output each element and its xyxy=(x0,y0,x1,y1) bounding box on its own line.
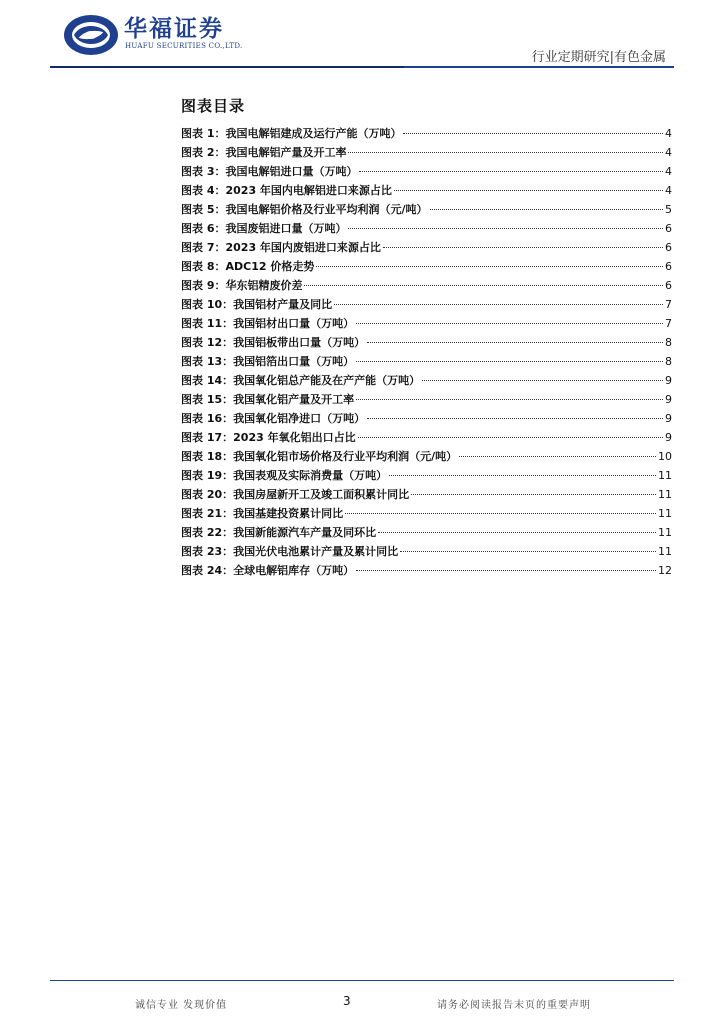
toc-entry[interactable] xyxy=(181,409,672,428)
toc-leader-dots xyxy=(400,551,656,552)
toc-leader-dots xyxy=(389,475,656,476)
toc-entry-page: 9 xyxy=(665,393,672,406)
toc-entry-label: 图表 16：我国氧化铝净进口（万吨） xyxy=(181,412,366,425)
toc-entry-label: 图表 17：2023 年氧化铝出口占比 xyxy=(181,431,356,444)
toc-entry-page: 4 xyxy=(665,165,672,178)
report-type: 行业定期研究|有色金属 xyxy=(531,50,666,65)
toc-leader-dots xyxy=(394,190,663,191)
toc-leader-dots xyxy=(334,304,663,305)
toc-leader-dots xyxy=(411,494,656,495)
toc-leader-dots xyxy=(403,133,663,134)
toc-leader-dots xyxy=(356,323,663,324)
toc-entry[interactable] xyxy=(181,371,672,390)
toc-entry[interactable] xyxy=(181,333,672,352)
toc-entry-label: 图表 15：我国氧化铝产量及开工率 xyxy=(181,393,355,406)
toc-entry-label: 图表 13：我国铝箔出口量（万吨） xyxy=(181,355,355,368)
toc-entry[interactable] xyxy=(181,124,672,143)
toc-entry-label: 图表 21：我国基建投资累计同比 xyxy=(181,507,344,520)
toc-entry-page: 11 xyxy=(658,545,672,558)
toc-entry[interactable] xyxy=(181,276,672,295)
toc-leader-dots xyxy=(356,570,656,571)
toc-entry-page: 7 xyxy=(665,317,672,330)
toc-entry[interactable] xyxy=(181,447,672,466)
toc-entry[interactable] xyxy=(181,542,672,561)
toc-entry[interactable] xyxy=(181,295,672,314)
toc-leader-dots xyxy=(356,399,663,400)
toc-leader-dots xyxy=(383,247,663,248)
toc-entry[interactable] xyxy=(181,314,672,333)
toc-entry-label: 图表 1：我国电解铝建成及运行产能（万吨） xyxy=(181,127,402,140)
toc-leader-dots xyxy=(459,456,656,457)
toc-leader-dots xyxy=(367,418,663,419)
toc-entry-page: 5 xyxy=(665,203,672,216)
toc-entry-page: 6 xyxy=(665,279,672,292)
toc-leader-dots xyxy=(430,209,664,210)
toc-leader-dots xyxy=(359,171,663,172)
toc-leader-dots xyxy=(304,285,663,286)
toc-entry-page: 11 xyxy=(658,526,672,539)
toc-leader-dots xyxy=(358,437,663,438)
toc-list xyxy=(181,124,672,580)
toc-leader-dots xyxy=(348,228,663,229)
page-number: 3 xyxy=(343,994,351,1008)
toc-entry-label: 图表 22：我国新能源汽车产量及同环比 xyxy=(181,526,377,539)
toc-entry-label: 图表 8：ADC12 价格走势 xyxy=(181,260,315,273)
toc-entry-label: 图表 23：我国光伏电池累计产量及累计同比 xyxy=(181,545,399,558)
toc-leader-dots xyxy=(378,532,656,533)
toc-entry-page: 8 xyxy=(665,336,672,349)
toc-entry-page: 4 xyxy=(665,146,672,159)
toc-entry[interactable] xyxy=(181,466,672,485)
toc-entry[interactable] xyxy=(181,428,672,447)
toc-entry-label: 图表 19：我国表观及实际消费量（万吨） xyxy=(181,469,388,482)
toc-entry-page: 10 xyxy=(658,450,672,463)
toc-entry-page: 4 xyxy=(665,127,672,140)
toc-entry[interactable] xyxy=(181,162,672,181)
toc-entry[interactable] xyxy=(181,219,672,238)
toc-leader-dots xyxy=(356,361,663,362)
toc-entry[interactable] xyxy=(181,200,672,219)
toc-entry-label: 图表 5：我国电解铝价格及行业平均利润（元/吨） xyxy=(181,203,428,216)
toc-entry-page: 11 xyxy=(658,507,672,520)
toc-entry-page: 12 xyxy=(658,564,672,577)
toc-leader-dots xyxy=(422,380,663,381)
huafu-logo-icon xyxy=(62,13,120,57)
toc-entry[interactable] xyxy=(181,181,672,200)
toc-leader-dots xyxy=(316,266,663,267)
toc-leader-dots xyxy=(345,513,656,514)
toc-entry-page: 8 xyxy=(665,355,672,368)
toc-entry-page: 6 xyxy=(665,222,672,235)
toc-entry[interactable] xyxy=(181,390,672,409)
toc-entry[interactable] xyxy=(181,561,672,580)
page-header xyxy=(0,0,724,70)
footer-disclaimer: 请务必阅读报告末页的重要声明 xyxy=(437,1000,591,1011)
toc-title: 图表目录 xyxy=(181,97,246,115)
toc-entry-label: 图表 11：我国铝材出口量（万吨） xyxy=(181,317,355,330)
header-divider-accent xyxy=(50,66,404,68)
footer-slogan: 诚信专业 发现价值 xyxy=(135,1000,228,1011)
toc-entry[interactable] xyxy=(181,523,672,542)
toc-entry-label: 图表 24：全球电解铝库存（万吨） xyxy=(181,564,355,577)
toc-entry-label: 图表 10：我国铝材产量及同比 xyxy=(181,298,333,311)
logo-english-name: HUAFU SECURITIES CO.,LTD. xyxy=(125,42,243,50)
toc-leader-dots xyxy=(348,152,663,153)
toc-entry-label: 图表 20：我国房屋新开工及竣工面积累计同比 xyxy=(181,488,410,501)
toc-entry-label: 图表 12：我国铝板带出口量（万吨） xyxy=(181,336,366,349)
toc-entry-page: 9 xyxy=(665,431,672,444)
toc-entry-label: 图表 2：我国电解铝产量及开工率 xyxy=(181,146,347,159)
toc-entry-label: 图表 6：我国废铝进口量（万吨） xyxy=(181,222,347,235)
toc-entry-label: 图表 14：我国氧化铝总产能及在产产能（万吨） xyxy=(181,374,421,387)
footer-divider xyxy=(50,980,674,981)
toc-entry-label: 图表 4：2023 年国内电解铝进口来源占比 xyxy=(181,184,392,197)
toc-entry-page: 6 xyxy=(665,241,672,254)
toc-entry[interactable] xyxy=(181,485,672,504)
toc-leader-dots xyxy=(367,342,663,343)
toc-entry-page: 7 xyxy=(665,298,672,311)
toc-entry-page: 11 xyxy=(658,469,672,482)
toc-entry-label: 图表 7：2023 年国内废铝进口来源占比 xyxy=(181,241,381,254)
toc-entry-page: 6 xyxy=(665,260,672,273)
toc-entry-page: 9 xyxy=(665,374,672,387)
toc-entry[interactable] xyxy=(181,238,672,257)
logo-chinese-name: 华福证券 xyxy=(124,16,224,42)
toc-entry-page: 9 xyxy=(665,412,672,425)
toc-entry-page: 4 xyxy=(665,184,672,197)
toc-entry-label: 图表 3：我国电解铝进口量（万吨） xyxy=(181,165,358,178)
toc-entry-label: 图表 9：华东铝精废价差 xyxy=(181,279,303,292)
toc-entry[interactable] xyxy=(181,504,672,523)
toc-entry-label: 图表 18：我国氧化铝市场价格及行业平均利润（元/吨） xyxy=(181,450,458,463)
toc-entry[interactable] xyxy=(181,143,672,162)
toc-entry-page: 11 xyxy=(658,488,672,501)
toc-entry[interactable] xyxy=(181,352,672,371)
toc-entry[interactable] xyxy=(181,257,672,276)
